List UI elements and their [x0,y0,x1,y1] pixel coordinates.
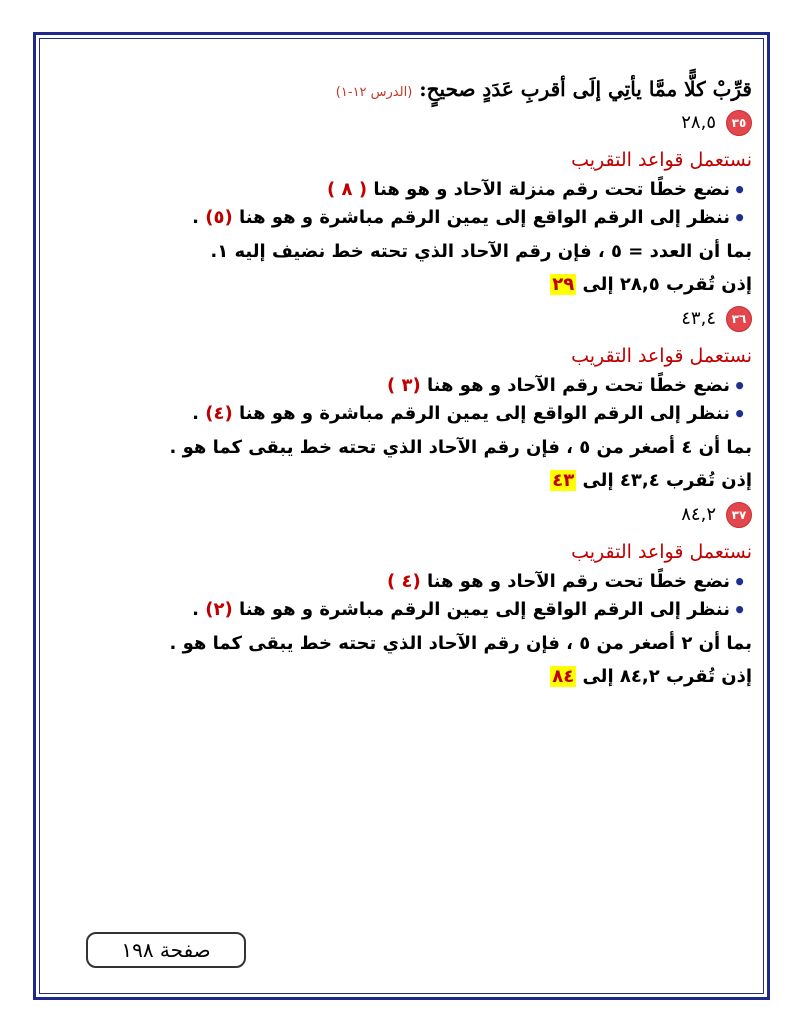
rule-item: • نضع خطًا تحت رقم منزلة الآحاد و هو هنا ( ٨ ) [48,176,730,204]
rules-list [48,176,752,232]
rule-item: • ننظر إلى الرقم الواقع إلى يمين الرقم مباشرة و هو هنا (٢) . [48,596,730,624]
rule-item: • نضع خطًا تحت رقم الآحاد و هو هنا (٣ ) [48,372,730,400]
problem-value: ٢٨,٥ [681,112,716,133]
rounded-answer: ٤٣ [552,470,575,491]
problem-37 [48,498,752,694]
result-line: إذن تُقرب ٨٤,٢ إلى ٨٤ [552,666,752,687]
problem-value: ٤٣,٤ [681,308,716,329]
exercise-title: قرِّبْ كلًّا ممَّا يأتِي إلَى أقربِ عَدَدٍ صحيحٍ: [419,77,752,101]
page-content [48,62,752,694]
explanation-text: بما أن ٤ أصغر من ٥ ، فإن رقم الآحاد الذي تحته خط يبقى كما هو . [169,437,752,458]
rules-title: نستعمل قواعد التقريب [571,149,752,171]
rules-title: نستعمل قواعد التقريب [571,541,752,563]
problem-number-badge: ٣٦ [726,306,752,332]
problem-number-badge: ٣٥ [726,110,752,136]
problem-36 [48,302,752,498]
rules-title: نستعمل قواعد التقريب [571,345,752,367]
rule-item: • ننظر إلى الرقم الواقع إلى يمين الرقم مباشرة و هو هنا (٤) . [48,400,730,428]
problem-value: ٨٤,٢ [681,504,716,525]
page-number-tab: صفحة ١٩٨ [86,932,246,968]
rule-item: • نضع خطًا تحت رقم الآحاد و هو هنا (٤ ) [48,568,730,596]
problem-heading [48,498,752,532]
rules-list [48,568,752,624]
rounded-answer: ٨٤ [552,666,575,687]
rule-item: • ننظر إلى الرقم الواقع إلى يمين الرقم مباشرة و هو هنا (٥) . [48,204,730,232]
lesson-reference: (الدرس ١٢-١) [335,85,413,100]
rounded-answer: ٢٩ [552,274,575,295]
rules-list [48,372,752,428]
problem-35 [48,106,752,302]
result-line: إذن تُقرب ٢٨,٥ إلى ٢٩ [552,274,752,295]
problem-number-badge: ٣٧ [726,502,752,528]
exercise-header [48,72,752,106]
explanation-text: بما أن ٢ أصغر من ٥ ، فإن رقم الآحاد الذي تحته خط يبقى كما هو . [169,633,752,654]
explanation-text: بما أن العدد = ٥ ، فإن رقم الآحاد الذي تحته خط نضيف إليه ١. [210,241,752,262]
result-line: إذن تُقرب ٤٣,٤ إلى ٤٣ [552,470,752,491]
problem-heading [48,106,752,140]
problem-heading [48,302,752,336]
